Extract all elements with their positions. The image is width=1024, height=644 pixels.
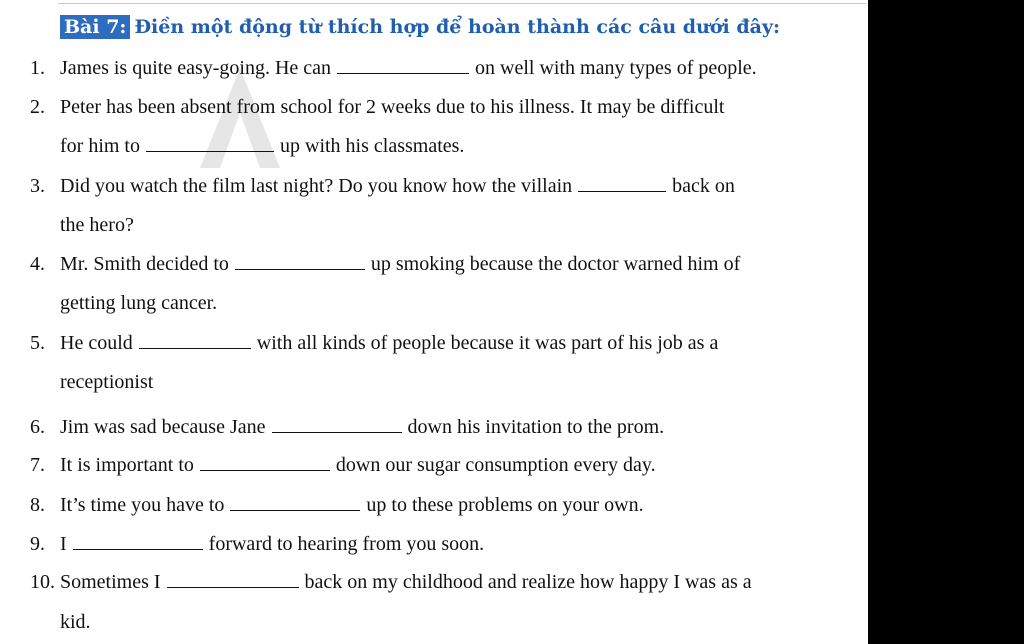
question-text: down his invitation to the prom. (407, 416, 665, 438)
question-6 (30, 415, 665, 439)
exercise-instruction: Điền một động từ thích hợp để hoàn thành các câu dưới đây: (134, 16, 781, 38)
exercise-badge: Bài 7: (60, 15, 130, 39)
question-4 (30, 252, 741, 276)
question-9 (30, 532, 485, 556)
question-1 (30, 56, 757, 80)
question-number: 6. (30, 416, 45, 438)
question-text: up with his classmates. (280, 135, 465, 157)
question-2 (30, 95, 725, 119)
question-text: Sometimes I (60, 571, 161, 593)
question-text: Did you watch the film last night? Do you know how the villain (60, 175, 573, 197)
question-4-continued: getting lung cancer. (60, 292, 218, 314)
question-text: for him to (60, 135, 140, 157)
question-text: back on my childhood and realize how happy I was as a (304, 571, 752, 593)
exercise-title (60, 14, 780, 40)
answer-blank[interactable] (230, 493, 360, 511)
question-text: down our sugar consumption every day. (335, 454, 656, 476)
question-text: up smoking because the doctor warned him of (370, 253, 741, 275)
question-number: 2. (30, 96, 45, 118)
answer-blank[interactable] (167, 570, 299, 588)
question-text: It is important to (60, 454, 194, 476)
question-3 (30, 174, 735, 198)
question-8 (30, 493, 644, 517)
question-number: 10. (30, 571, 55, 593)
question-text: with all kinds of people because it was part of his job as a (256, 332, 719, 354)
question-text: James is quite easy-going. He can (60, 57, 332, 79)
question-7 (30, 453, 656, 477)
question-5 (30, 331, 719, 355)
question-text: forward to hearing from you soon. (208, 533, 485, 555)
question-10 (30, 570, 752, 594)
answer-blank[interactable] (578, 174, 666, 192)
question-number: 9. (30, 533, 45, 555)
question-number: 7. (30, 454, 45, 476)
answer-blank[interactable] (272, 415, 402, 433)
question-number: 4. (30, 253, 45, 275)
answer-blank[interactable] (337, 56, 469, 74)
question-number: 5. (30, 332, 45, 354)
answer-blank[interactable] (73, 532, 203, 550)
top-rule (58, 3, 866, 4)
question-text: He could (60, 332, 133, 354)
question-text: It’s time you have to (60, 494, 225, 516)
answer-blank[interactable] (139, 331, 251, 349)
question-text: Jim was sad because Jane (60, 416, 266, 438)
question-3-continued: the hero? (60, 214, 134, 236)
answer-blank[interactable] (146, 134, 274, 152)
question-text: up to these problems on your own. (366, 494, 644, 516)
question-text: back on (672, 175, 735, 197)
question-5-continued: receptionist (60, 371, 154, 393)
question-10-continued: kid. (60, 611, 91, 633)
question-text: I (60, 533, 67, 555)
question-number: 3. (30, 175, 45, 197)
question-text: Peter has been absent from school for 2 weeks due to his illness. It may be difficult (60, 96, 725, 118)
question-number: 1. (30, 57, 45, 79)
question-number: 8. (30, 494, 45, 516)
answer-blank[interactable] (200, 453, 330, 471)
question-text: Mr. Smith decided to (60, 253, 229, 275)
question-text: on well with many types of people. (475, 57, 757, 79)
answer-blank[interactable] (235, 252, 365, 270)
question-2-continued (60, 134, 464, 158)
